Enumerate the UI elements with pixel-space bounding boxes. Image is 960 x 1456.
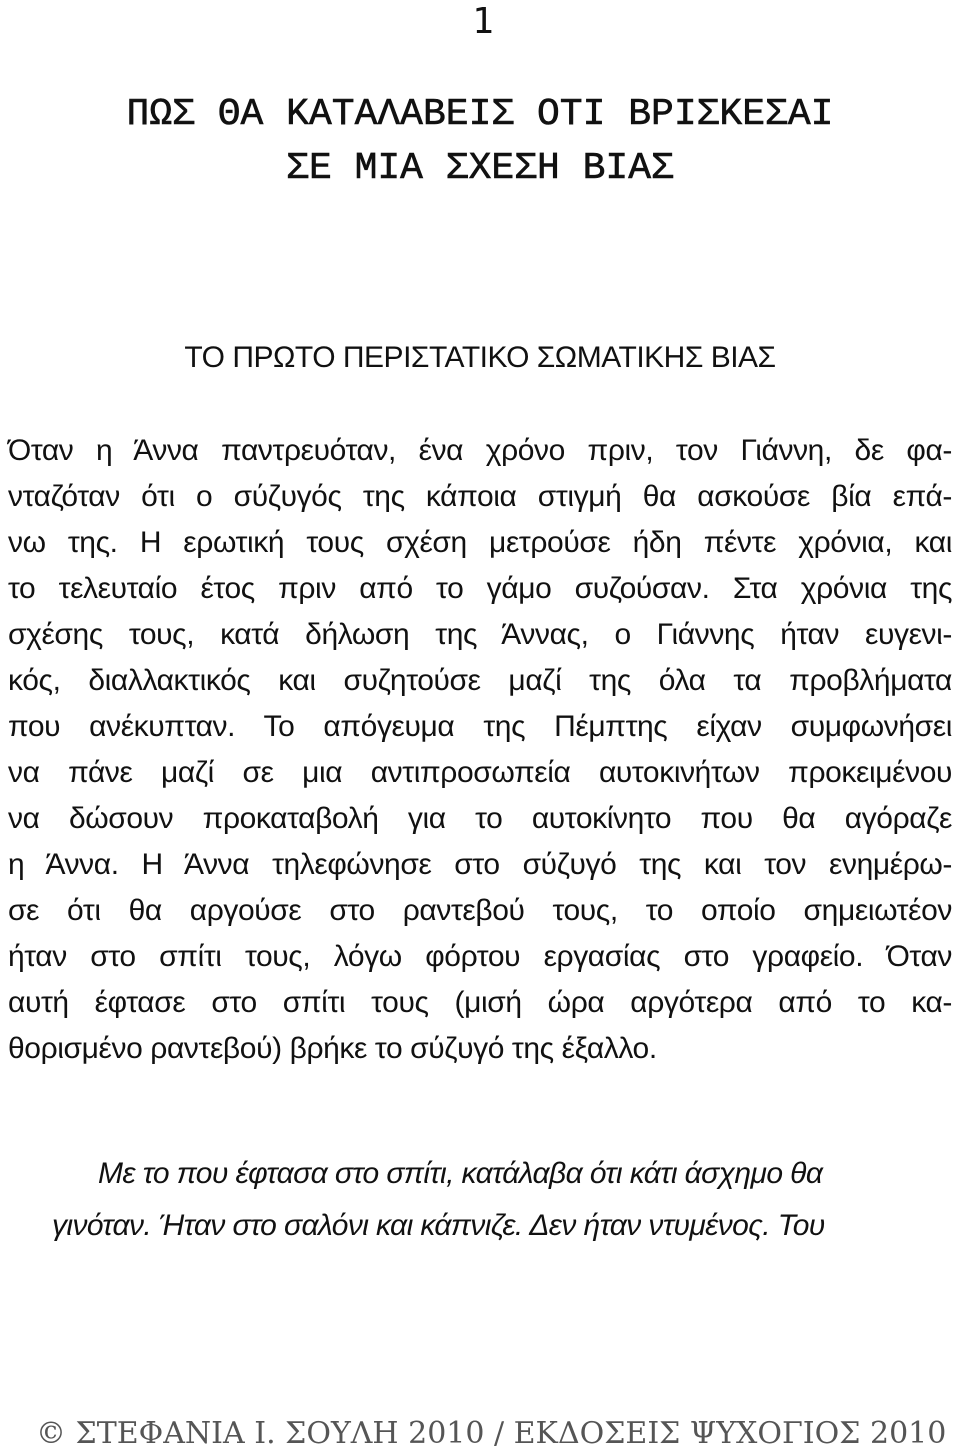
- section-heading: ΤΟ ΠΡΩΤΟ ΠΕΡΙΣΤΑΤΙΚΟ ΣΩΜΑΤΙΚΗΣ ΒΙΑΣ: [184, 341, 776, 374]
- chapter-title-line: ΣΕ ΜΙΑ ΣΧΕΣΗ ΒΙΑΣ: [286, 147, 674, 190]
- body-line: σε ότι θα αργούσε στο ραντεβού τους, το οποίο σημειωτέον: [8, 894, 952, 927]
- body-line: νταζόταν ότι ο σύζυγός της κάποια στιγμή θα ασκούσε βία επά-: [8, 480, 952, 513]
- body-line: θορισμένο ραντεβού) βρήκε το σύζυγό της έξαλλο.: [8, 1032, 657, 1065]
- body-line: που ανέκυπταν. Το απόγευμα της Πέμπτης είχαν συμφωνήσει: [8, 710, 952, 743]
- body-line: να δώσουν προκαταβολή για το αυτοκίνητο που θα αγόραζε: [8, 802, 952, 835]
- body-line: Όταν η Άννα παντρευόταν, ένα χρόνο πριν, τον Γιάννη, δε φα-: [8, 434, 952, 467]
- body-line: ήταν στο σπίτι τους, λόγω φόρτου εργασίας στο γραφείο. Όταν: [8, 940, 952, 973]
- body-line: το τελευταίο έτος πριν από το γάμο συζούσαν. Στα χρόνια της: [8, 572, 952, 605]
- quote-line: Με το που έφτασα στο σπίτι, κατάλαβα ότι κάτι άσχημο θα: [98, 1157, 823, 1190]
- body-line: κός, διαλλακτικός και συζητούσε μαζί της όλα τα προβλήματα: [8, 664, 952, 697]
- copyright-footer: © ΣΤΕΦΑΝΙΑ Ι. ΣΟΥΛΗ 2010 / ΕΚΔΟΣΕΙΣ ΨΥΧΟΓΙΟΣ 2010: [36, 1416, 947, 1451]
- quote-line: γινόταν. Ήταν στο σαλόνι και κάπνιζε. Δεν ήταν ντυμένος. Του: [52, 1209, 825, 1242]
- chapter-number-text: 1: [472, 1, 494, 42]
- body-line: σχέσης τους, κατά δήλωση της Άννας, ο Γιάννης ήταν ευγενι-: [8, 618, 952, 651]
- body-paragraph: [8, 428, 952, 1072]
- quote-paragraph: [52, 1148, 956, 1252]
- body-line: να πάνε μαζί σε μια αντιπροσωπεία αυτοκινήτων προκειμένου: [8, 756, 952, 789]
- body-line: νω της. Η ερωτική τους σχέση μετρούσε ήδη πέντε χρόνια, και: [8, 526, 952, 559]
- chapter-number: [0, 2, 960, 42]
- body-line: η Άννα. Η Άννα τηλεφώνησε στο σύζυγό της και τον ενημέρω-: [8, 848, 952, 881]
- chapter-title: [0, 88, 960, 196]
- body-line: αυτή έφτασε στο σπίτι τους (μισή ώρα αργότερα από το κα-: [8, 986, 952, 1019]
- chapter-title-line: ΠΩΣ ΘΑ ΚΑΤΑΛΑΒΕΙΣ ΟΤΙ ΒΡΙΣΚΕΣΑΙ: [126, 93, 834, 136]
